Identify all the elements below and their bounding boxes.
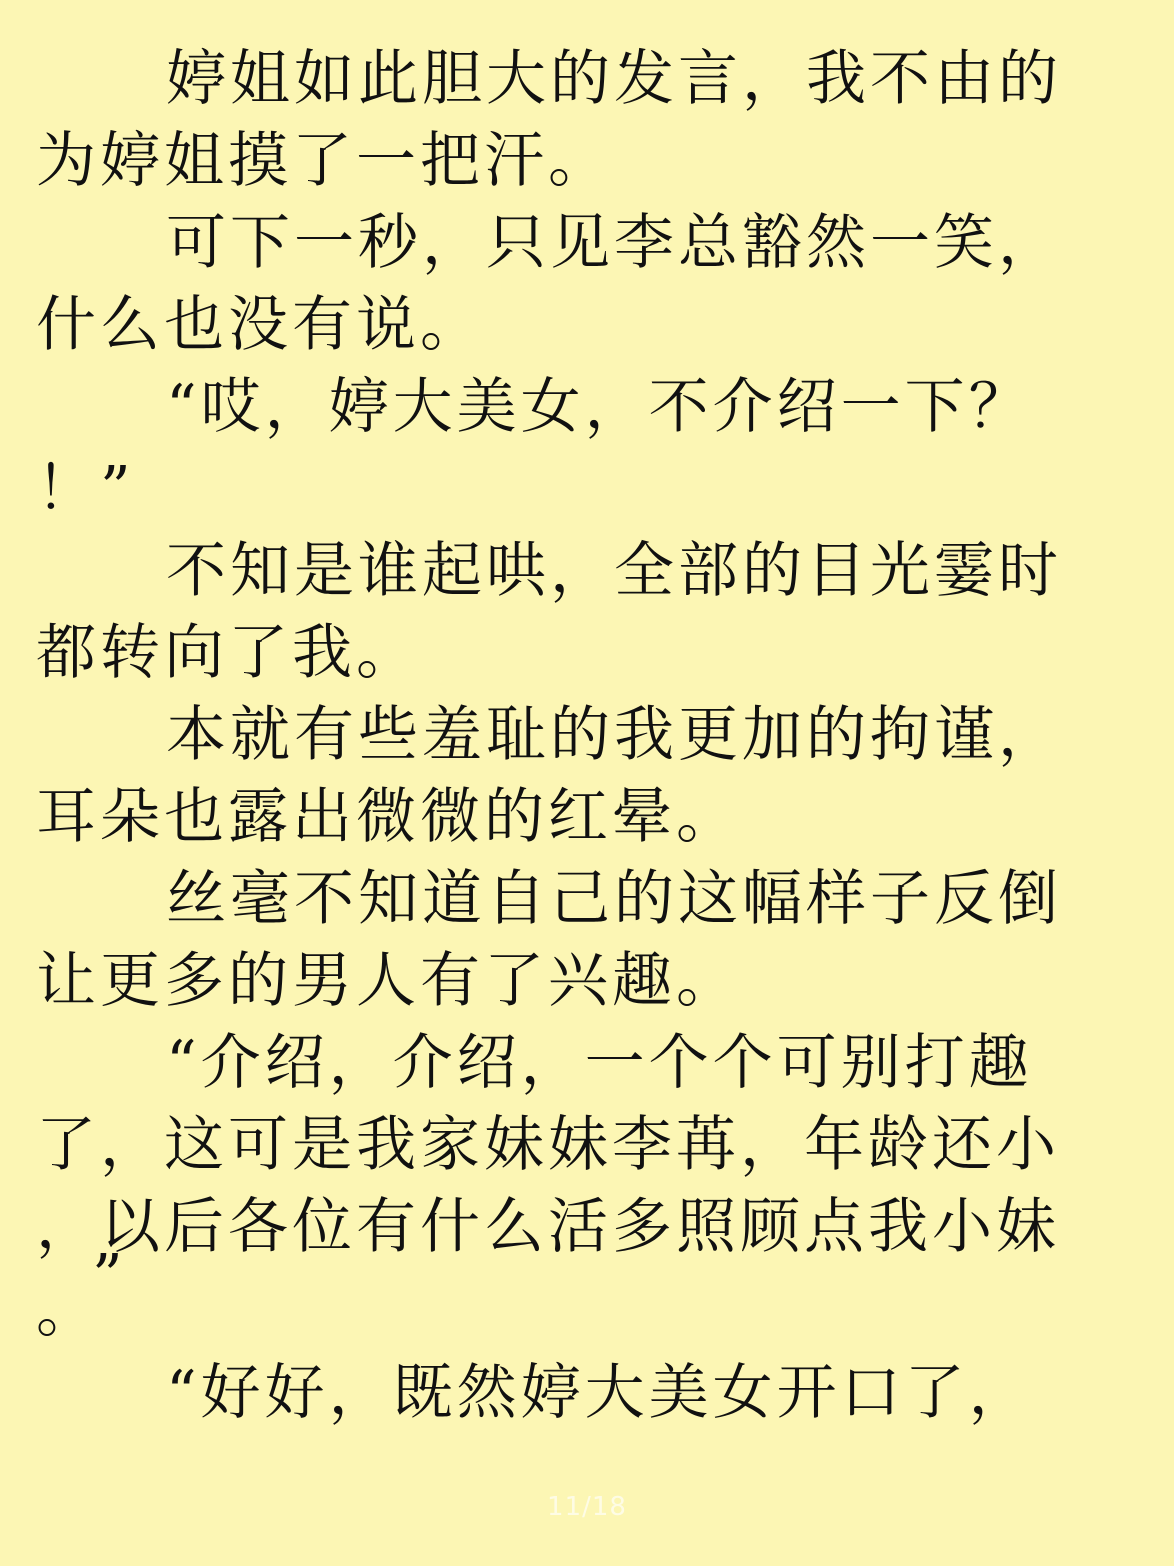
text-line-8: 都转向了我。	[36, 618, 420, 688]
text-line-16: ”	[92, 1242, 127, 1312]
text-line-4: 什么也没有说。	[36, 290, 484, 360]
text-line-9: 本就有些羞耻的我更加的拘谨，	[166, 700, 1062, 770]
text-line-11: 丝毫不知道自己的这幅样子反倒	[166, 864, 1062, 934]
text-line-13: “介绍，介绍，一个个可别打趣	[166, 1028, 1033, 1098]
text-line-10: 耳朵也露出微微的红晕。	[36, 782, 740, 852]
text-line-17: 。	[36, 1276, 100, 1346]
text-line-5: “哎，婷大美女，不介绍一下？	[166, 372, 1033, 442]
text-line-3: 可下一秒，只见李总豁然一笑，	[166, 208, 1062, 278]
text-line-2: 为婷姐摸了一把汗。	[36, 126, 612, 196]
text-line-1: 婷姐如此胆大的发言，我不由的	[166, 44, 1062, 114]
text-line-7: 不知是谁起哄，全部的目光霎时	[166, 536, 1062, 606]
text-line-14: 了，这可是我家妹妹李苒，年龄还小	[36, 1110, 1060, 1180]
page-indicator: 11/18	[547, 1492, 627, 1522]
text-line-12: 让更多的男人有了兴趣。	[36, 946, 740, 1016]
text-line-15: ，以后各位有什么活多照顾点我小妹	[36, 1192, 1060, 1262]
text-line-18: “好好，既然婷大美女开口了，	[166, 1358, 1033, 1428]
text-line-6: ！”	[36, 454, 135, 524]
